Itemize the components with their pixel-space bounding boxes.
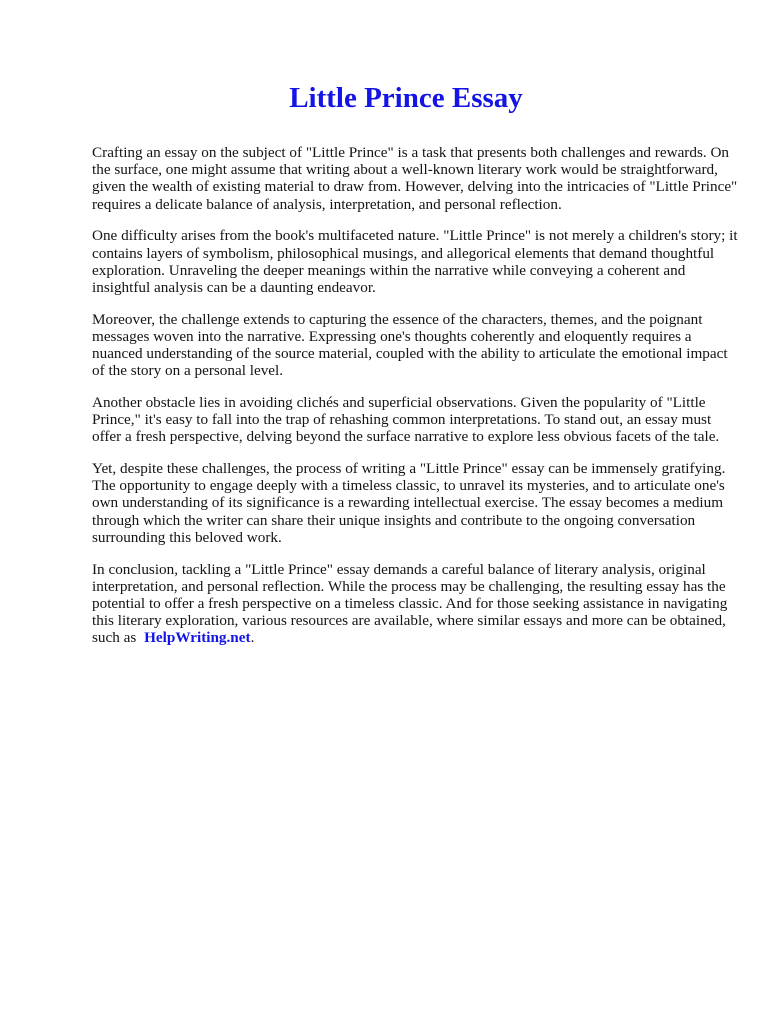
paragraph-4: Another obstacle lies in avoiding clichés and superficial observations. Given the popularity of "Little Prince," it's easy to fall into the trap of rehashing common interpretations. To stand out, an essay must offer a fresh perspective, delving beyond the surface narrative to explore less obvious facets of the tale. [92,393,720,446]
paragraph-conclusion [92,561,740,647]
conclusion-end: . [250,629,255,647]
conclusion-text: In conclusion, tackling a "Little Prince" essay demands a careful balance of literary analysis, original interpretation, and personal reflection. While the process may be challenging, the resulting essay has the potential to offer a fresh perspective on a timeless classic. And for those seeking assistance in navigating this literary exploration, various resources are available, where similar essays and more can be obtained, such as [92,560,728,647]
paragraph-2: One difficulty arises from the book's multifaceted nature. "Little Prince" is not merely a children's story; it contains layers of symbolism, philosophical musings, and allegorical elements that demand thoughtful exploration. Unraveling the deeper meanings within the narrative while conveying a coherent and insightful analysis can be a daunting endeavor. [92,227,738,296]
paragraph-1: Crafting an essay on the subject of "Little Prince" is a task that presents both challenges and rewards. On the surface, one might assume that writing about a well-known literary work would be straightforward, given the wealth of existing material to draw from. However, delving into the intricacies of "Little Prince" requires a delicate balance of analysis, interpretation, and personal reflection. [92,144,738,213]
paragraph-5: Yet, despite these challenges, the process of writing a "Little Prince" essay can be immensely gratifying. The opportunity to engage deeply with a timeless classic, to unravel its mysteries, and to articulate one's own understanding of its significance is a rewarding intellectual exercise. The essay becomes a medium through which the writer can share their unique insights and contribute to the ongoing conversation surrounding this beloved work. [92,460,726,546]
page-title: Little Prince Essay [289,82,523,114]
paragraph-3: Moreover, the challenge extends to capturing the essence of the characters, themes, and the poignant messages woven into the narrative. Expressing one's thoughts coherently and eloquently requires a nuanced understanding of the source material, coupled with the ability to articulate the emotional impact of the story on a personal level. [92,310,728,380]
helpwriting-link[interactable]: HelpWriting.net [144,629,251,647]
essay-body [92,144,740,661]
